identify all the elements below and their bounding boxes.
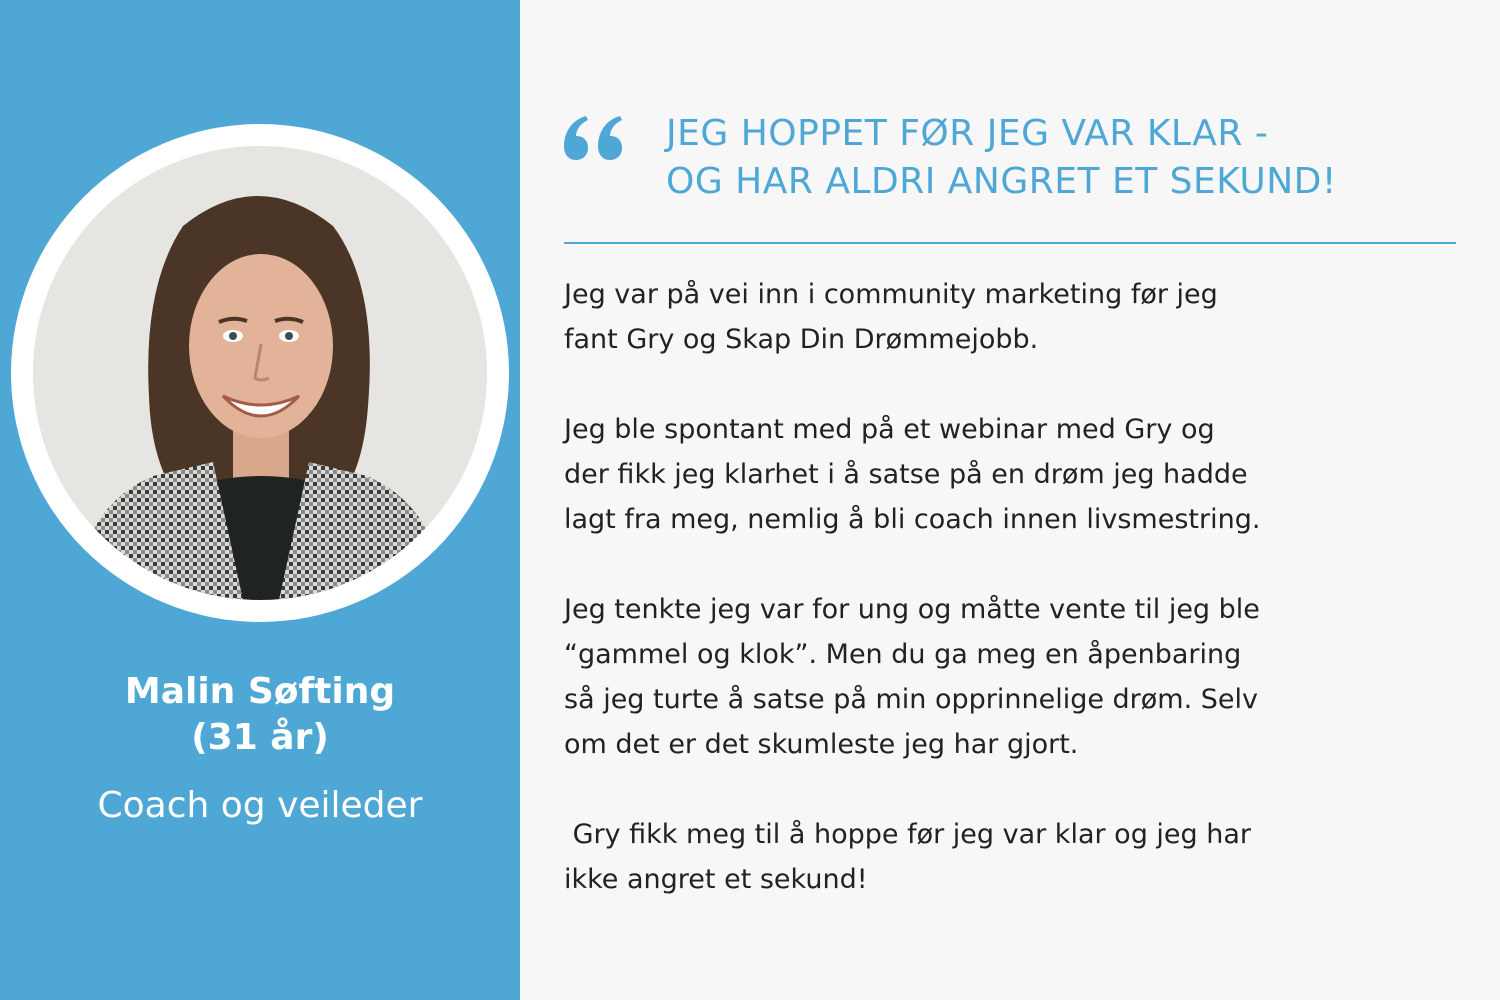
body-line: fant Gry og Skap Din Drømmejobb. — [564, 324, 1039, 355]
paragraph — [564, 587, 1474, 767]
headline-line: JEG HOPPET FØR JEG VAR KLAR - — [666, 113, 1269, 154]
paragraph — [564, 272, 1474, 362]
quote-headline — [666, 110, 1486, 206]
body-line: der fikk jeg klarhet i å satse på en drøm jeg hadde — [564, 459, 1248, 490]
portrait-illustration — [33, 146, 487, 600]
body-line: lagt fra meg, nemlig å bli coach innen livsmestring. — [564, 504, 1261, 535]
divider — [564, 242, 1456, 244]
body-line: Jeg tenkte jeg var for ung og måtte vente til jeg ble — [564, 594, 1260, 625]
quote-icon — [564, 116, 624, 160]
portrait-photo — [33, 146, 487, 600]
paragraph — [564, 812, 1474, 902]
person-role: Coach og veileder — [97, 785, 423, 826]
testimonial-body — [564, 272, 1474, 947]
profile-panel — [0, 0, 520, 1000]
paragraph — [564, 407, 1474, 542]
photo-frame — [11, 124, 509, 622]
body-line: Jeg ble spontant med på et webinar med Gry og — [564, 414, 1215, 445]
body-line: Jeg var på vei inn i community marketing før jeg — [564, 279, 1218, 310]
person-age: (31 år) — [191, 717, 329, 758]
body-line: så jeg turte å satse på min opprinnelige drøm. Selv — [564, 684, 1258, 715]
body-line: Gry fikk meg til å hoppe før jeg var klar og jeg har — [564, 819, 1252, 850]
body-line: “gammel og klok”. Men du ga meg en åpenbaring — [564, 639, 1242, 670]
headline-line: OG HAR ALDRI ANGRET ET SEKUND! — [666, 161, 1337, 202]
body-line: om det er det skumleste jeg har gjort. — [564, 729, 1079, 760]
person-name: Malin Søfting — [124, 671, 396, 712]
body-line: ikke angret et sekund! — [564, 864, 868, 895]
